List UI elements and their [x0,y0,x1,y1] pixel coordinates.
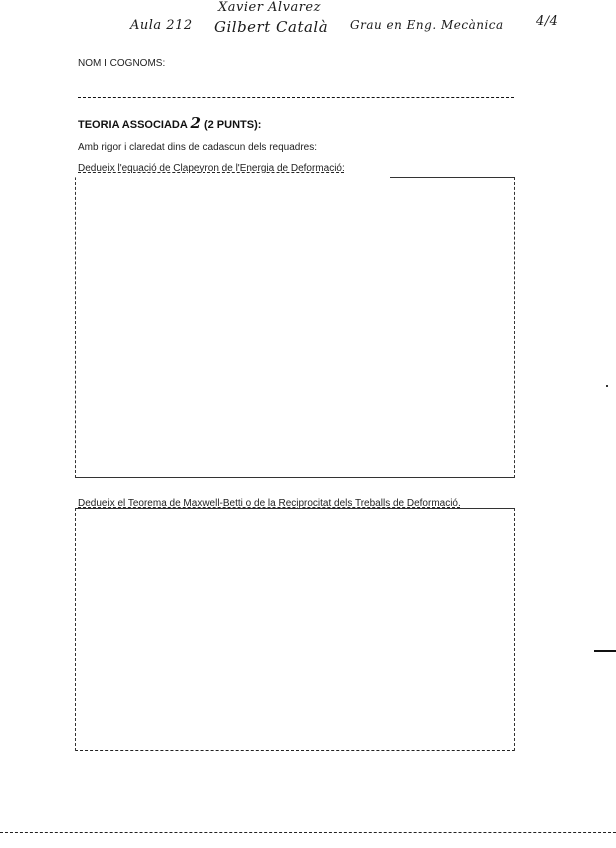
name-label: NOM I COGNOMS: [78,58,166,69]
question-1-text: Dedueix l'equació de Clapeyron de l'Energia de Deformació: [78,163,345,174]
footer-line [0,832,616,833]
instructions-text: Amb rigor i claredat dins de cadascun dels requadres: [78,142,318,153]
handwritten-student-name: Xavier Alvarez [218,0,321,15]
page-number: 4/4 [536,14,559,29]
handwritten-degree: Grau en Eng. Mecànica [350,18,504,32]
handwritten-author: Gilbert Català [214,18,329,36]
section-title-prefix: TEORIA ASSOCIADA [78,119,188,131]
scan-mark-dot [606,385,608,387]
section-title [78,114,261,132]
handwritten-room: Aula 212 [130,18,193,33]
section-title-suffix: (2 PUNTS): [203,119,262,131]
name-field-line[interactable] [78,97,514,98]
answer-box-2[interactable] [75,508,515,751]
section-number: 2 [190,114,201,132]
answer-box-1[interactable] [75,177,515,478]
question-2-text: Dedueix el Teorema de Maxwell-Betti o de la Reciprocitat dels Treballs de Deformació. [78,498,461,509]
scan-mark-dash [594,650,616,652]
